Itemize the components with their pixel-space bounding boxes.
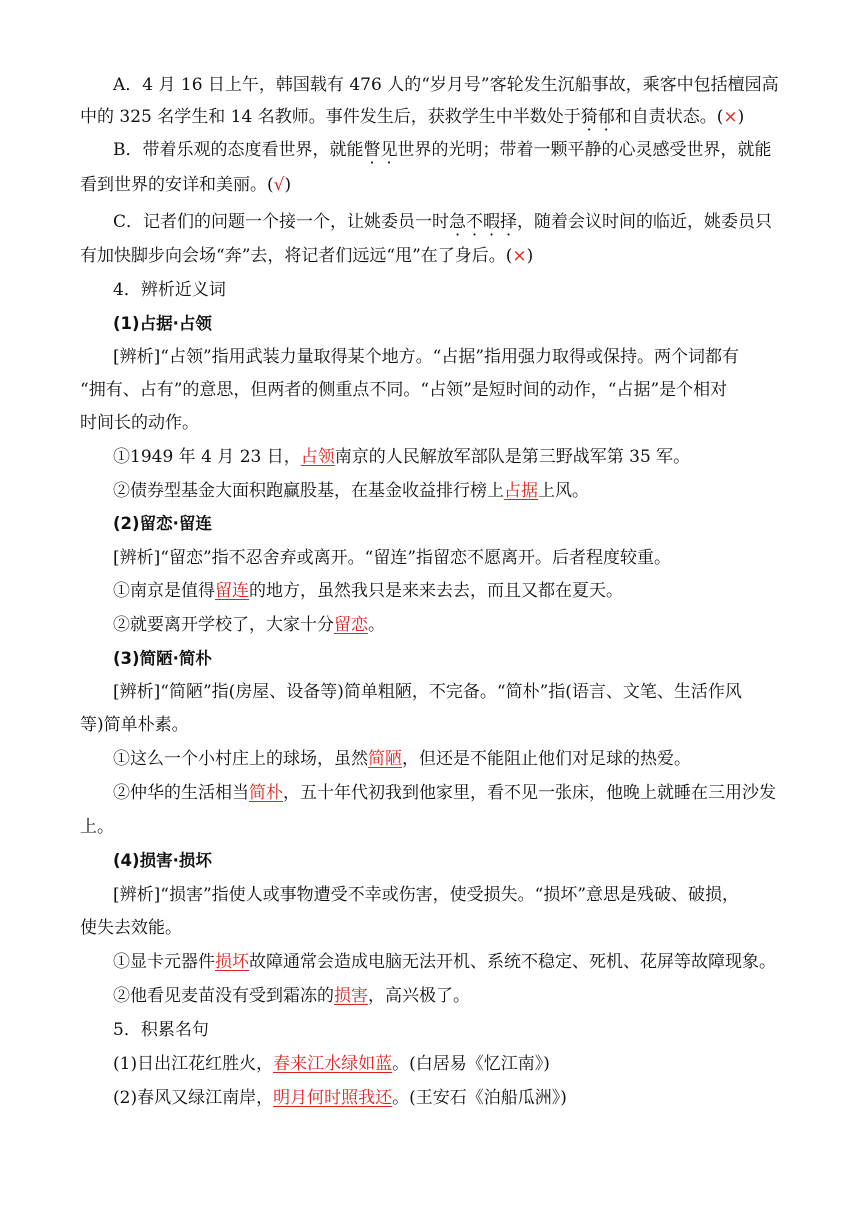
option-a-line1	[113, 74, 782, 96]
text: ②仲华的生活相当	[113, 783, 249, 803]
text: ②就要离开学校了，大家十分	[113, 615, 334, 635]
text: 有加快脚步向会场“奔”去，将记者们远远“甩”在了身后。(	[80, 246, 513, 266]
analysis-text: 使失去效能。	[80, 918, 182, 938]
text: C．记者们的问题一个接一个，让姚委员一时	[113, 212, 450, 232]
text: ，高兴极了。	[368, 986, 470, 1006]
answer-blank: 春来江水绿如蓝	[273, 1054, 393, 1074]
example-sentence-cont: 上。	[80, 817, 114, 837]
text: ①显卡元器件	[113, 952, 215, 972]
option-b-line2	[80, 174, 782, 196]
text: (2)春风又绿江南岸，	[113, 1088, 274, 1108]
answer-blank: 简朴	[249, 783, 283, 803]
text: 上风。	[538, 481, 589, 501]
answer-blank: 明月何时照我还	[273, 1088, 393, 1108]
analysis-text: [辨析]“损害”指使人或事物遭受不幸或伤害，使受损失。“损坏”意思是残破、破损，	[113, 885, 740, 905]
analysis-text: [辨析]“留恋”指不忍舍弃或离开。“留连”指留恋不愿离开。后者程度较重。	[113, 548, 672, 568]
option-c-line1	[113, 211, 782, 233]
answer-blank: 占领	[300, 447, 335, 467]
dotted-char: 见	[380, 140, 398, 160]
answer-blank: 占据	[504, 481, 538, 501]
poem-line	[113, 1087, 782, 1109]
text: 世界的光明；带着一颗平静的心灵感受世界，就能	[397, 140, 772, 160]
analysis-text: “拥有、占有”的意思，但两者的侧重点不同。“占领”是短时间的动作，“占据”是个相对	[80, 380, 728, 400]
example-sentence	[113, 446, 782, 468]
answer-blank: 留恋	[334, 615, 368, 635]
text: 。(王安石《泊船瓜洲》)	[392, 1088, 567, 1108]
text: ，但还是不能阻止他们对足球的热爱。	[402, 749, 691, 769]
text: ①1949 年 4 月 23 日，	[113, 447, 301, 467]
dotted-char: 急	[449, 212, 467, 232]
text: 的地方，虽然我只是来来去去，而且又都在夏天。	[249, 581, 623, 601]
analysis-text: [辨析]“占领”指用武装力量取得某个地方。“占据”指用强力取得或保持。两个词都有	[113, 347, 740, 367]
group-title: (3)简陋·简朴	[113, 649, 212, 668]
text: 。(白居易《忆江南》)	[392, 1054, 550, 1074]
example-sentence	[113, 614, 782, 636]
example-sentence	[113, 782, 782, 804]
answer-blank: 损害	[334, 986, 368, 1006]
example-sentence	[113, 951, 782, 973]
answer-mark: ×	[512, 246, 527, 266]
example-sentence	[113, 480, 782, 502]
option-b-line1	[113, 139, 782, 161]
text: 故障通常会造成电脑无法开机、系统不稳定、死机、花屏等故障现象。	[249, 952, 776, 972]
section-heading: 5．积累名句	[113, 1020, 209, 1040]
text: 看到世界的安详和美丽。(	[80, 175, 274, 195]
analysis-text: [辨析]“简陋”指(房屋、设备等)简单粗陋，不完备。“简朴”指(语言、文笔、生活作风	[113, 682, 742, 702]
dotted-char: 郁	[597, 107, 615, 127]
text: (1)日出江花红胜火，	[113, 1054, 274, 1074]
example-sentence	[113, 985, 782, 1007]
option-a-line2	[80, 106, 782, 128]
answer-blank: 简陋	[368, 749, 402, 769]
answer-mark: √	[273, 175, 285, 195]
text: 中的 325 名学生和 14 名教师。事件发生后，获救学生中半数处于	[80, 107, 581, 127]
dotted-char: 不	[466, 212, 484, 232]
text: A．4 月 16 日上午，韩国载有 476 人的“岁月号”客轮发生沉船事故，乘客中包括檀园高	[113, 75, 779, 95]
analysis-text: 等)简单朴素。	[80, 715, 189, 735]
group-title: (2)留恋·留连	[113, 514, 212, 533]
answer-blank: 损坏	[215, 952, 249, 972]
group-title: (4)损害·损坏	[113, 851, 212, 870]
text: ②债券型基金大面积跑赢股基，在基金收益排行榜上	[113, 481, 504, 501]
dotted-char: 暇	[483, 212, 501, 232]
answer-mark: ×	[723, 107, 738, 127]
text: ①南京是值得	[113, 581, 215, 601]
text: 和自责状态。(	[614, 107, 724, 127]
poem-line	[113, 1053, 782, 1075]
example-sentence	[113, 580, 782, 602]
text: )	[526, 246, 534, 266]
dotted-char: 瞥	[363, 140, 381, 160]
text: )	[284, 175, 292, 195]
text: ，五十年代初我到他家里，看不见一张床，他晚上就睡在三用沙发	[283, 783, 776, 803]
text: 南京的人民解放军部队是第三野战军第 35 军。	[334, 447, 691, 467]
group-title: (1)占据·占领	[113, 314, 212, 333]
analysis-text: 时间长的动作。	[80, 413, 199, 433]
example-sentence	[113, 748, 782, 770]
dotted-char: 猗	[580, 107, 598, 127]
text: 。	[368, 615, 385, 635]
option-c-line2	[80, 245, 782, 267]
text: ，随着会议时间的临近，姚委员只	[517, 212, 773, 232]
section-heading: 4．辨析近义词	[113, 280, 226, 300]
text: B．带着乐观的态度看世界，就能	[113, 140, 364, 160]
text: ②他看见麦苗没有受到霜冻的	[113, 986, 334, 1006]
text: ①这么一个小村庄上的球场，虽然	[113, 749, 368, 769]
text: )	[737, 107, 745, 127]
dotted-char: 择	[500, 212, 518, 232]
answer-blank: 留连	[215, 581, 249, 601]
